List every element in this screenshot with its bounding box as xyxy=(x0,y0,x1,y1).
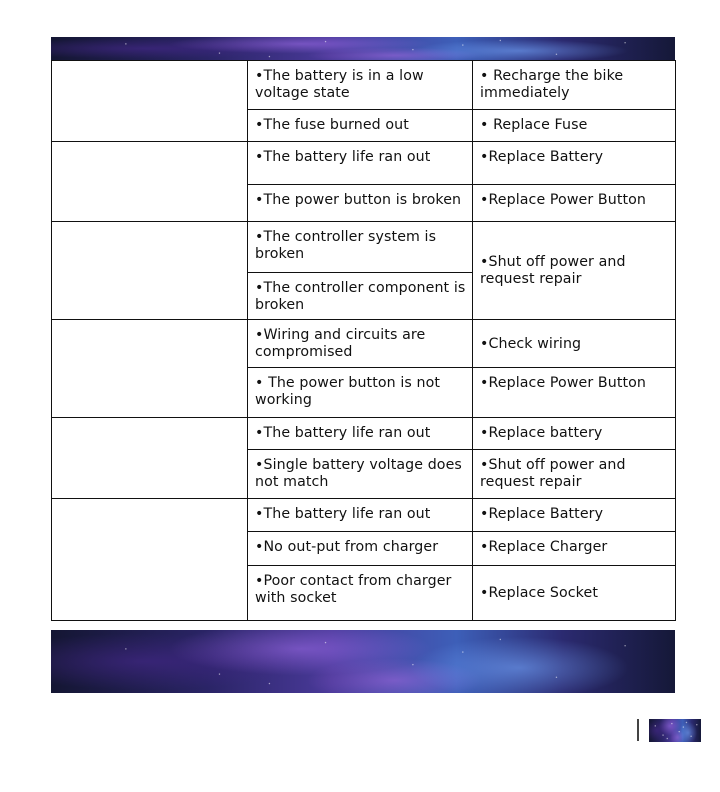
table-row xyxy=(52,320,676,368)
solution-cell: • Recharge the bike immediately xyxy=(473,61,676,110)
cause-cell: •No out-put from charger xyxy=(248,532,473,566)
cause-cell: •The fuse burned out xyxy=(248,110,473,142)
table-row xyxy=(52,499,676,532)
table-row xyxy=(52,222,676,273)
table-row xyxy=(52,61,676,110)
problem-cell xyxy=(52,142,248,222)
solution-cell: •Shut off power and request repair xyxy=(473,450,676,499)
cause-cell: •The battery life ran out xyxy=(248,418,473,450)
solution-cell: •Replace Battery xyxy=(473,499,676,532)
header-banner xyxy=(51,37,675,60)
problem-cell xyxy=(52,320,248,418)
solution-cell: •Replace Battery xyxy=(473,142,676,185)
problem-cell xyxy=(52,61,248,142)
solution-cell: •Replace Socket xyxy=(473,566,676,621)
cause-cell: •Wiring and circuits are compromised xyxy=(248,320,473,368)
cause-cell: •The controller system is broken xyxy=(248,222,473,273)
cause-cell: •The power button is broken xyxy=(248,185,473,222)
problem-cell xyxy=(52,222,248,320)
page-number-tab xyxy=(649,719,701,742)
cause-cell: •The battery life ran out xyxy=(248,499,473,532)
solution-cell: •Replace Power Button xyxy=(473,368,676,418)
footer-banner xyxy=(51,630,675,693)
solution-cell: •Shut off power and request repair xyxy=(473,222,676,320)
cause-cell: •The controller component is broken xyxy=(248,273,473,320)
cause-cell: • The power button is not working xyxy=(248,368,473,418)
solution-cell: •Replace battery xyxy=(473,418,676,450)
problem-cell xyxy=(52,418,248,499)
troubleshooting-table xyxy=(51,60,676,621)
solution-cell: •Check wiring xyxy=(473,320,676,368)
solution-cell: •Replace Charger xyxy=(473,532,676,566)
cause-cell: •Poor contact from charger with socket xyxy=(248,566,473,621)
problem-cell xyxy=(52,499,248,621)
cause-cell: •Single battery voltage does not match xyxy=(248,450,473,499)
cause-cell: •The battery life ran out xyxy=(248,142,473,185)
table-row xyxy=(52,142,676,185)
solution-cell: • Replace Fuse xyxy=(473,110,676,142)
cause-cell: •The battery is in a low voltage state xyxy=(248,61,473,110)
table-row xyxy=(52,418,676,450)
page-number-divider xyxy=(637,719,639,741)
solution-cell: •Replace Power Button xyxy=(473,185,676,222)
